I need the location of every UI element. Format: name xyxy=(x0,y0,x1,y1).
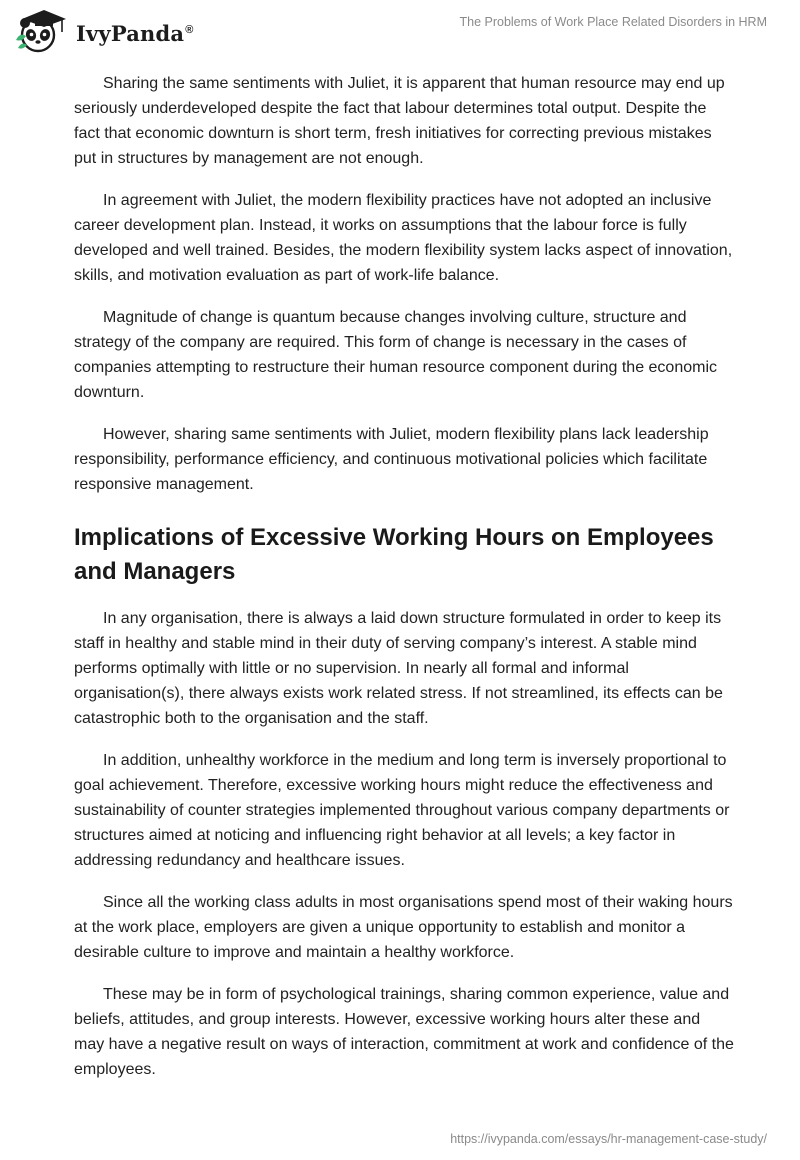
paragraph: Magnitude of change is quantum because changes involving culture, structure and strategy of the company are required. This form of change is necessary in the cases of companies attempting to restructure their human resource component during the economic downturn. xyxy=(74,309,718,401)
page-header xyxy=(0,0,800,60)
registered-mark: ® xyxy=(185,23,194,36)
document-title: The Problems of Work Place Related Disorders in HRM xyxy=(459,15,767,29)
paragraph: Sharing the same sentiments with Juliet, it is apparent that human resource may end up seriously underdeveloped despite the fact that labour determines total output. Despite the fact that economic downturn is short term, fresh initiatives for correcting previous mistakes put in structures by management are not enough. xyxy=(74,75,725,167)
paragraph: However, sharing same sentiments with Juliet, modern flexibility plans lack leadership responsibility, performance efficiency, and continuous motivational policies which facilitate responsive management. xyxy=(74,426,709,493)
panda-graduation-cap-icon xyxy=(14,8,70,54)
brand-logo[interactable] xyxy=(14,8,194,54)
paragraph: Since all the working class adults in most organisations spend most of their waking hours at the work place, employers are given a unique opportunity to establish and monitor a desirable culture to improve and maintain a healthy workforce. xyxy=(74,894,733,961)
paragraph: In addition, unhealthy workforce in the medium and long term is inversely proportional to goal achievement. Therefore, excessive working hours might reduce the effectiveness and sustainability of counter strategies implemented throughout various company departments or structures aimed at noticing and influencing right behavior at all levels; a key factor in addressing redundancy and healthcare issues. xyxy=(74,752,730,869)
essay-content xyxy=(74,71,734,1099)
brand-name: IvyPanda® xyxy=(76,20,194,46)
paragraph: In any organisation, there is always a laid down structure formulated in order to keep its staff in healthy and stable mind in their duty of serving company’s interest. A stable mind performs optimally with little or no supervision. In nearly all formal and informal organisation(s), there always exists work related stress. If not streamlined, its effects can be catastrophic both to the organisation and the staff. xyxy=(74,610,723,727)
source-url[interactable]: https://ivypanda.com/essays/hr-management-case-study/ xyxy=(450,1132,767,1146)
paragraph: In agreement with Juliet, the modern flexibility practices have not adopted an inclusive career development plan. Instead, it works on assumptions that the labour force is fully developed and well trained. Besides, the modern flexibility system lacks aspect of innovation, skills, and motivation evaluation as part of work-life balance. xyxy=(74,192,733,284)
section-heading: Implications of Excessive Working Hours on Employees and Managers xyxy=(74,524,714,585)
paragraph: These may be in form of psychological trainings, sharing common experience, value and beliefs, attitudes, and group interests. However, excessive working hours alter these and may have a negative result on ways of interaction, commitment at work and confidence of the employees. xyxy=(74,986,734,1078)
